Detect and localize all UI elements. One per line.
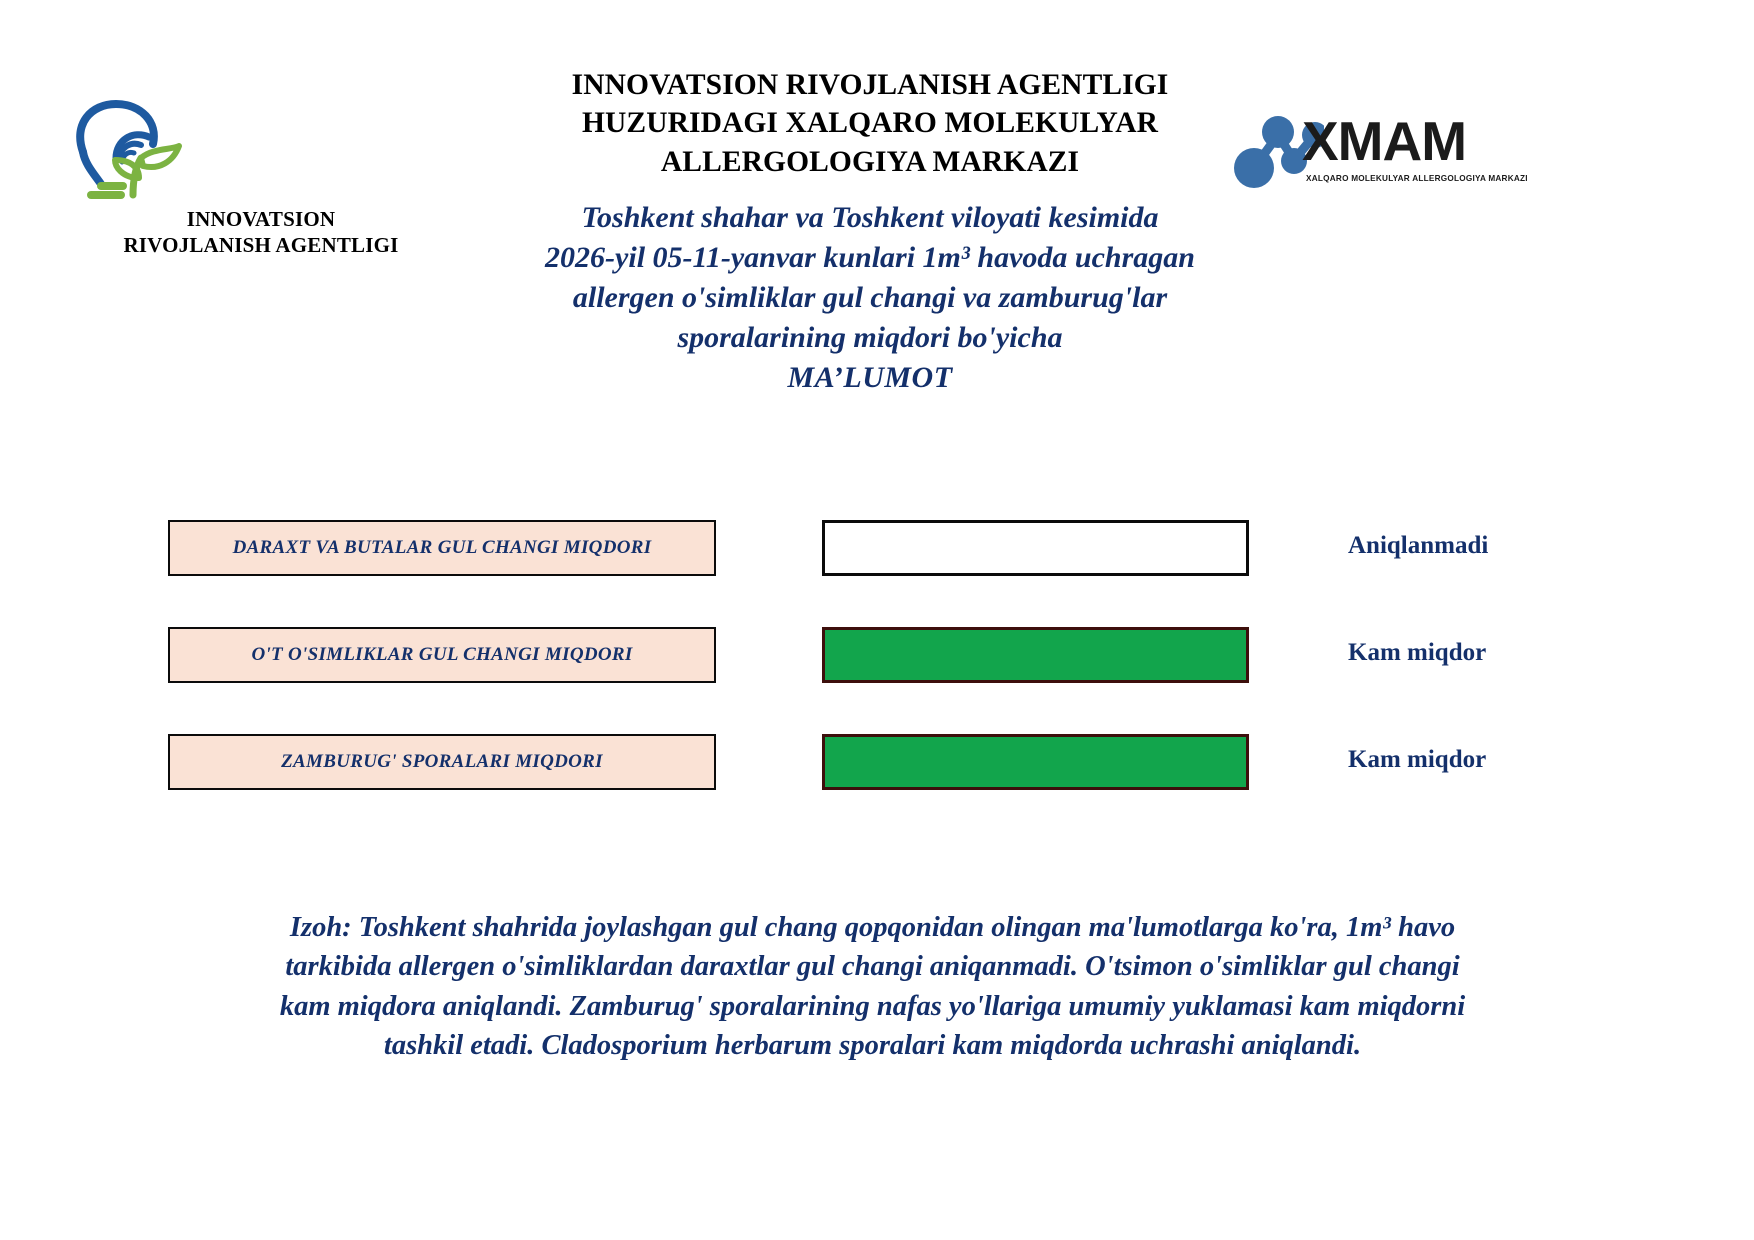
measurement-row	[0, 627, 1754, 734]
row-label-text: O'T O'SIMLIKLAR GUL CHANGI MIQDORI	[251, 644, 633, 665]
doc-title-malumot: MA’LUMOT	[787, 360, 953, 394]
left-logo-caption-line1: INNOVATSION	[186, 207, 336, 231]
row-status-label: Aniqlanmadi	[1348, 532, 1489, 559]
note-line1: Izoh: Toshkent shahrida joylashgan gul chang qopqonidan olingan ma'lumotlarga ko'ra, 1m³ havo	[289, 912, 1456, 943]
left-logo-block	[46, 96, 466, 258]
org-title-line2: HUZURIDAGI XALQARO MOLEKULYAR	[581, 107, 1159, 140]
row-label-box	[168, 627, 716, 683]
xmam-logo	[1228, 100, 1528, 208]
document-header	[0, 0, 1754, 430]
lightbulb-sprout-wifi-logo	[61, 96, 191, 201]
row-label-box	[168, 520, 716, 576]
left-logo-caption-line2: RIVOJLANISH AGENTLIGI	[123, 232, 399, 257]
organization-title	[430, 66, 1310, 181]
row-status-label: Kam miqdor	[1348, 639, 1487, 666]
org-title-line3: ALLERGOLOGIYA MARKAZI	[660, 145, 1080, 178]
row-status-label: Kam miqdor	[1348, 746, 1487, 773]
xmam-wordmark: XMAM	[1302, 110, 1467, 172]
doc-title-line4: sporalarining miqdori bo'yicha	[677, 320, 1063, 354]
note-line3: kam miqdora aniqlandi. Zamburug' sporalarining nafas yo'llariga umumiy yuklamasi kam miqdorni	[279, 990, 1466, 1022]
measurement-row	[0, 734, 1754, 841]
note-line4: tashkil etadi. Cladosporium herbarum sporalari kam miqdorda uchrashi aniqlandi.	[383, 1029, 1362, 1061]
document-title	[420, 198, 1320, 397]
row-level-bar	[822, 520, 1249, 576]
xmam-subtitle: XALQARO MOLEKULYAR ALLERGOLOGIYA MARKAZI	[1306, 174, 1528, 183]
row-label-text: DARAXT VA BUTALAR GUL CHANGI MIQDORI	[232, 537, 652, 558]
left-logo-caption	[56, 207, 466, 258]
doc-title-line2: 2026-yil 05-11-yanvar kunlari 1m³ havoda uchragan	[545, 240, 1195, 274]
row-level-bar	[822, 627, 1249, 683]
org-title-line1: INNOVATSION RIVOJLANISH AGENTLIGI	[571, 69, 1169, 101]
row-level-bar	[822, 734, 1249, 790]
row-label-box	[168, 734, 716, 790]
measurement-rows	[0, 520, 1754, 841]
row-label-text: ZAMBURUG' SPORALARI MIQDORI	[281, 751, 603, 772]
note-line2: tarkibida allergen o'simliklardan daraxtlar gul changi aniqanmadi. O'tsimon o'simliklar gul changi	[285, 951, 1460, 983]
note-block	[150, 908, 1595, 1065]
measurement-row	[0, 520, 1754, 627]
doc-title-line3: allergen o'simliklar gul changi va zamburug'lar	[572, 280, 1168, 314]
doc-title-line1: Toshkent shahar va Toshkent viloyati kesimida	[581, 201, 1159, 234]
